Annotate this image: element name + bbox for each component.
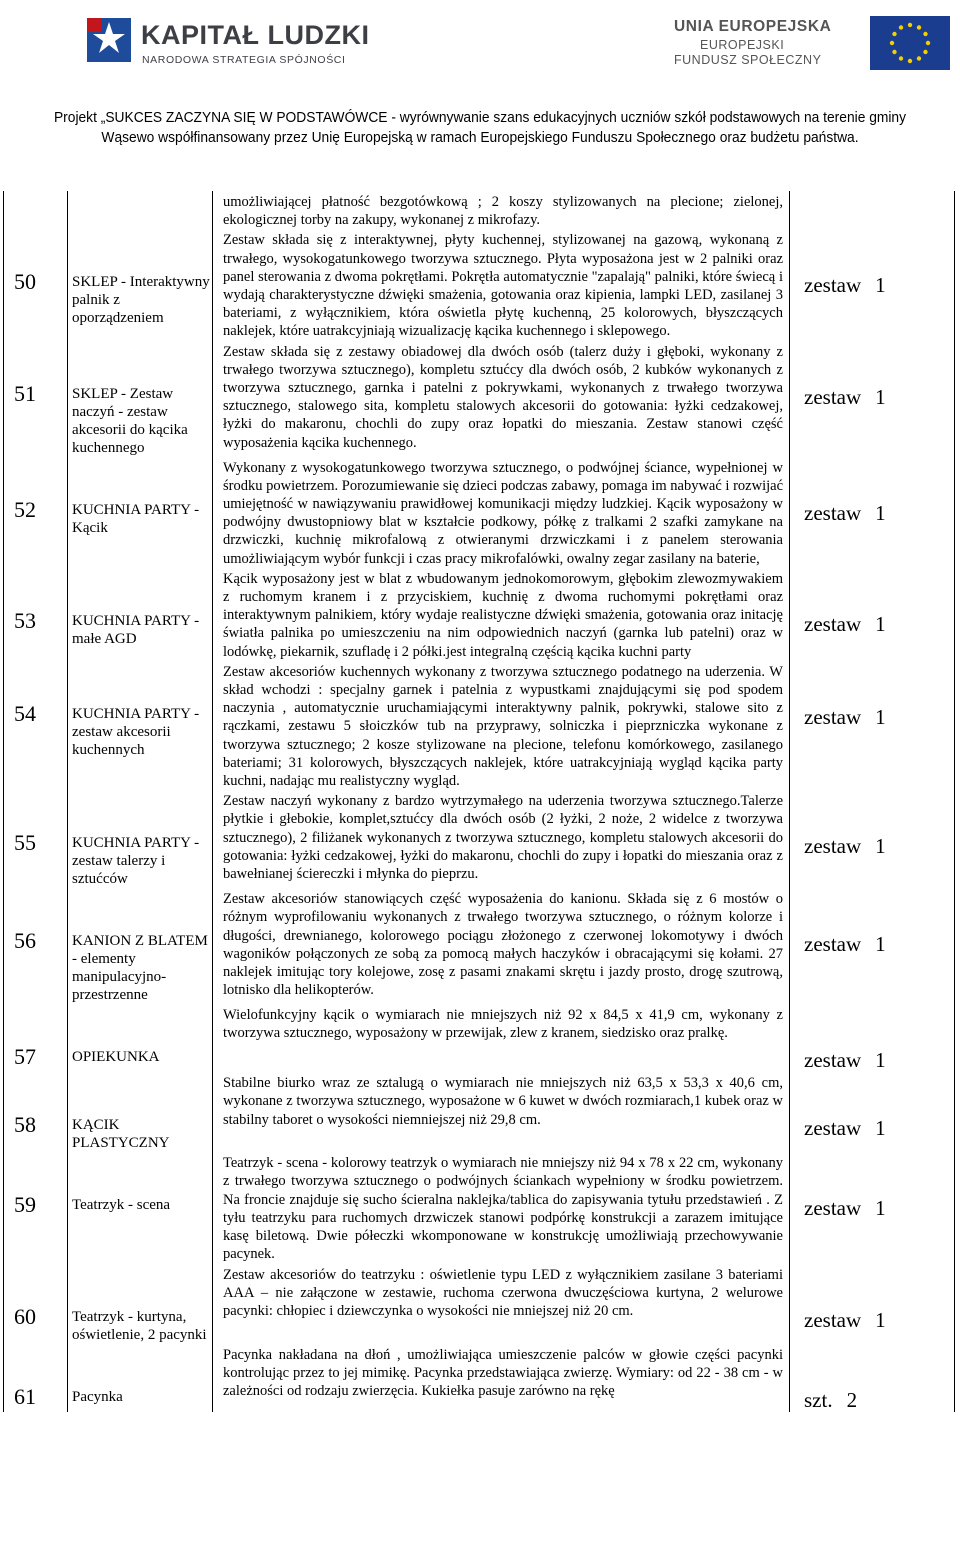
item-unit-qty [790,191,955,229]
item-unit-qty [790,229,955,340]
item-unit-qty [790,1264,955,1344]
item-description: Wykonany z wysokogatunkowego tworzywa sztucznego, o podwójnej ściance, wypełnionej w środku powietrzem. Porozumiewanie się dzieci podczas zabawy, pomaga im nabywać i rozwijać umiejętność w nawiązywaniu prawidłowej komunikacji między ludzkiej. Kącik wyposażony w podwójny dwustopniowy blat w kształcie podkowy, półkę z tralkami 2 szafki zamykane na drzwiczki, kuchnię mikrofalową z otwieranymi drzwiczkami i z panelem sterowania umożliwiającym wybór funkcji i czas pracy mikrofalówki, owalny zegar zasilany na baterie, [213,457,790,568]
item-name: KUCHNIA PARTY - zestaw akcesorii kuchennych [68,661,213,790]
kapital-ludzki-emblem-icon [85,12,135,68]
item-description: Wielofunkcyjny kącik o wymiarach nie mniejszych niż 92 x 84,5 x 41,9 cm, wykonany z tworzywa sztucznego, wyposażony w przewijak, zlew z kranem, siedzisko oraz pralkę. [213,1004,790,1072]
item-quantity: 1 [875,1116,886,1141]
right-logo-line1: UNIA EUROPEJSKA [674,18,832,35]
item-unit-qty [790,1004,955,1072]
item-name: KANION Z BLATEM - elementy manipulacyjno-przestrzenne [68,888,213,1004]
item-name: KUCHNIA PARTY - małe AGD [68,568,213,661]
item-quantity: 1 [875,834,886,859]
table-row [4,341,955,457]
project-description [38,108,921,148]
item-name: KĄCIK PLASTYCZNY [68,1072,213,1152]
item-description: Zestaw składa się z zestawy obiadowej dla dwóch osób (talerz duży i głęboki, wykonany z trwałego tworzywa sztucznego), kompletu sztućcy dla dwóch osób, 2 kubków wykonanych z tworzywa sztucznego, garnka i patelni z pokrywkami, wykonanych z trwałego tworzywa sztucznego, stalowego sita, kompletu stalowych akcesorii do gotowania: łyżki cedzakowej, łyżki do makaronu, chochli do zupy oraz łopatki do mieszania. Zestaw stanowi część wyposażenia kącika kuchennego. [213,341,790,457]
item-unit: zestaw [804,273,862,298]
item-name: Teatrzyk - scena [68,1152,213,1263]
item-number: 57 [4,1004,68,1072]
table-row [4,888,955,1004]
item-quantity: 1 [875,704,886,729]
item-quantity: 1 [875,384,886,409]
item-description: Zestaw składa się z interaktywnej, płyty kuchennej, stylizowanej na gazową, wykonaną z trwałego, wysokogatunkowego tworzywa sztucznego. Płyta wyposażona jest w 2 palniki oraz panel sterowania z dwoma pokrętłami. Pokrętła automatycznie "zapalają" palniki, które świecą i wydają charakterystyczne dźwięki smażenia, gotowania oraz kipienia, lampki LED, zasilanej 3 bateriami, z wyłącznikiem, która oświetla płytę kuchenną, 25 kolorowych, błyszczących naklejek, które uatrakcyjniają wizualizację kącika kuchennego i sklepowego. [213,229,790,340]
right-logo-line3: FUNDUSZ SPOŁECZNY [674,53,822,67]
left-logo-title: KAPITAŁ LUDZKI [141,20,370,50]
item-quantity: 1 [875,1048,886,1073]
items-table-body [4,191,955,1412]
item-unit-qty [790,1072,955,1152]
item-unit: zestaw [804,704,862,729]
item-number [4,191,68,229]
item-unit: zestaw [804,1116,862,1141]
project-line-1: Projekt „SUKCES ZACZYNA SIĘ W PODSTAWÓWCE - wyrównywanie szans edukacyjnych uczniów szkół podstawowych na terenie gminy [53,109,907,126]
item-unit-qty [790,341,955,457]
table-row [4,1344,955,1412]
item-number: 58 [4,1072,68,1152]
item-quantity: 1 [875,500,886,525]
item-name: Teatrzyk - kurtyna, oświetlenie, 2 pacynki [68,1264,213,1344]
item-number: 59 [4,1152,68,1263]
table-row [4,790,955,888]
items-table [3,191,955,1412]
project-line-2: Wąsewo współfinansowany przez Unię Europejską w ramach Europejskiego Funduszu Społecznego oraz budżetu państwa. [101,129,859,146]
table-row [4,229,955,340]
item-unit: zestaw [804,1048,862,1073]
table-row [4,1004,955,1072]
item-number: 60 [4,1264,68,1344]
left-logo-subtitle: NARODOWA STRATEGIA SPÓJNOŚCI [142,54,346,66]
item-unit: zestaw [804,500,862,525]
item-number: 50 [4,229,68,340]
item-number: 61 [4,1344,68,1412]
item-unit: zestaw [804,384,862,409]
table-row [4,1152,955,1263]
table-row [4,661,955,790]
item-quantity: 1 [875,1307,886,1332]
right-logo-line2: EUROPEJSKI [700,38,785,52]
item-name [68,191,213,229]
item-name: Pacynka [68,1344,213,1412]
table-row [4,568,955,661]
eu-logo [600,16,840,72]
item-quantity: 1 [875,1196,886,1221]
item-unit-qty [790,1152,955,1263]
item-description: Pacynka nakładana na dłoń , umożliwiająca umieszczenie palców w głowie części pacynki kontrolując przez to jej mimikę. Pacynka przedstawiająca zwierzę. Wymiary: od 22 - 38 cm - w zależności od rodzaju zwierzęcia. Kukiełka pasuje zarówno na rękę [213,1344,790,1412]
item-quantity: 1 [875,273,886,298]
item-quantity: 1 [875,611,886,636]
item-unit-qty [790,661,955,790]
item-name: KUCHNIA PARTY - Kącik [68,457,213,568]
table-row [4,1264,955,1344]
table-row [4,1072,955,1152]
item-number: 54 [4,661,68,790]
item-name: OPIEKUNKA [68,1004,213,1072]
item-description: umożliwiającej płatność bezgotówkową ; 2 koszy stylizowanych na plecione; zielonej, ekologicznej torby na zakupy, wykonanej z mikrofazy. [213,191,790,229]
item-description: Stabilne biurko wraz ze sztalugą o wymiarach nie mniejszych niż 63,5 x 53,3 x 40,6 cm, wykonane z tworzywa sztucznego, wyposażone w 6 kuwet w dwóch rozmiarach,1 kubek oraz w stabilny taboret o wysokości niemniejszej niż 29,8 cm. [213,1072,790,1152]
item-quantity: 2 [846,1387,858,1412]
item-unit: zestaw [804,1196,862,1221]
item-name: KUCHNIA PARTY - zestaw talerzy i sztućców [68,790,213,888]
item-description: Zestaw naczyń wykonany z bardzo wytrzymałego na uderzenia tworzywa sztucznego.Talerze płytkie i głebokie, komplet,sztućcy dla dwóch osób (2 łyżki, 2 noże, 2 widelce z tworzywa sztucznego), 2 filiżanek wykonanych z tworzywa sztucznego, kompletu stalowych akcesorii do gotowania: łyżki cedzakowej, łyżki do makaronu, chochli do zupy i łopatki do mieszania oraz z bawełnianej ściereczki i młynka do pieprzu. [213,790,790,888]
item-number: 53 [4,568,68,661]
eu-flag-icon [870,16,950,70]
item-description: Teatrzyk - scena - kolorowy teatrzyk o wymiarach nie mniejszy niż 94 x 78 x 22 cm, wykonany z trwałego tworzywa sztucznego o podwójnych ściankach wypełniony w środku powietrzem. Na froncie znajduje się sucho ścieralna naklejka/tablica do zapisywania tytułu przedstawień . Z tyłu teatrzyku para ruchomych drzwiczek stanowi podpórkę konstrukcji a zarazem imitujące kasę biletową. Dwie półeczki wkomponowane w konstrukcję umożliwiają przechowywanie pacynek. [213,1152,790,1263]
item-unit-qty [790,790,955,888]
item-unit-qty [790,568,955,661]
item-number: 51 [4,341,68,457]
item-quantity: 1 [875,932,886,957]
item-unit: zestaw [804,611,862,636]
kapital-ludzki-logo [85,12,370,72]
item-unit-qty [790,1344,955,1412]
item-number: 52 [4,457,68,568]
table-row [4,457,955,568]
item-number: 55 [4,790,68,888]
item-unit-qty [790,888,955,1004]
item-description: Zestaw akcesoriów do teatrzyku : oświetlenie typu LED z wyłącznikiem zasilane 3 bateriami AAA – nie załączone w zestawie, ruchoma czerwona dwuczęściowa kurtyna, 2 welurowe pacynki: chłopiec i dziewczynka o wysokości nie mniejszej niż 20 cm. [213,1264,790,1344]
item-name: SKLEP - Zestaw naczyń - zestaw akcesorii do kącika kuchennego [68,341,213,457]
item-unit: zestaw [804,1307,862,1332]
item-name: SKLEP - Interaktywny palnik z oporządzeniem [68,229,213,340]
item-number: 56 [4,888,68,1004]
item-description: Kącik wyposażony jest w blat z wbudowanym jednokomorowym, głębokim zlewozmywakiem z ruchomym kranem i z przyciskiem, kuchnię z dwoma ruchomymi pokrętłami oraz interaktywnym palnikiem, który wydaje realistyczne dźwięki smażenia, gotowania oraz initację światła palnika po umieszczeniu na nim odpowiednich naczyń (garnka lub patelni) oraz w lodówkę, piekarnik, szufladę i 2 półki.jest integralną częścią kącika kuchni party [213,568,790,661]
item-description: Zestaw akcesoriów kuchennych wykonany z tworzywa sztucznego podatnego na uderzenia. W skład wchodzi : specjalny garnek i patelnia z wypustkami znajdującymi się pod spodem naczynia , automatycznie uruchamiającymi interaktywny palnik, pokrywki, stalowe sito z rączkami, zestawu 5 słoiczków tub na przyprawy, solniczka i pieprzniczka wykonane z tworzywa sztucznego; 2 kosze stylizowane na plecione, telefonu komórkowego, zasilanego bateriami; 31 kolorowych, błyszczących naklejek, które uatrakcyjniają wygląd kącika party kuchni, nadając mu realistyczny wygląd. [213,661,790,790]
item-unit-qty [790,457,955,568]
item-unit: zestaw [804,932,862,957]
table-row [4,191,955,229]
item-description: Zestaw akcesoriów stanowiących część wyposażenia do kanionu. Składa się z 6 mostów o różnym wyprofilowaniu wykonanych z trwałego tworzywa sztucznego, o różnym kolorze i długości, drewnianego, kolorowego pociągu złożonego z czerwonej lokomotywy i dwóch wagoników połączonych ze sobą za pomocą małych haczyków i obracającymi się kołami. 27 naklejek imitując tory kolejowe, zosę z pasami znakami skrętu i jazdy prosto, drogę szutrową, lotnisko dla helikopterów. [213,888,790,1004]
item-unit: zestaw [804,834,862,859]
item-unit: szt. [804,1387,833,1412]
